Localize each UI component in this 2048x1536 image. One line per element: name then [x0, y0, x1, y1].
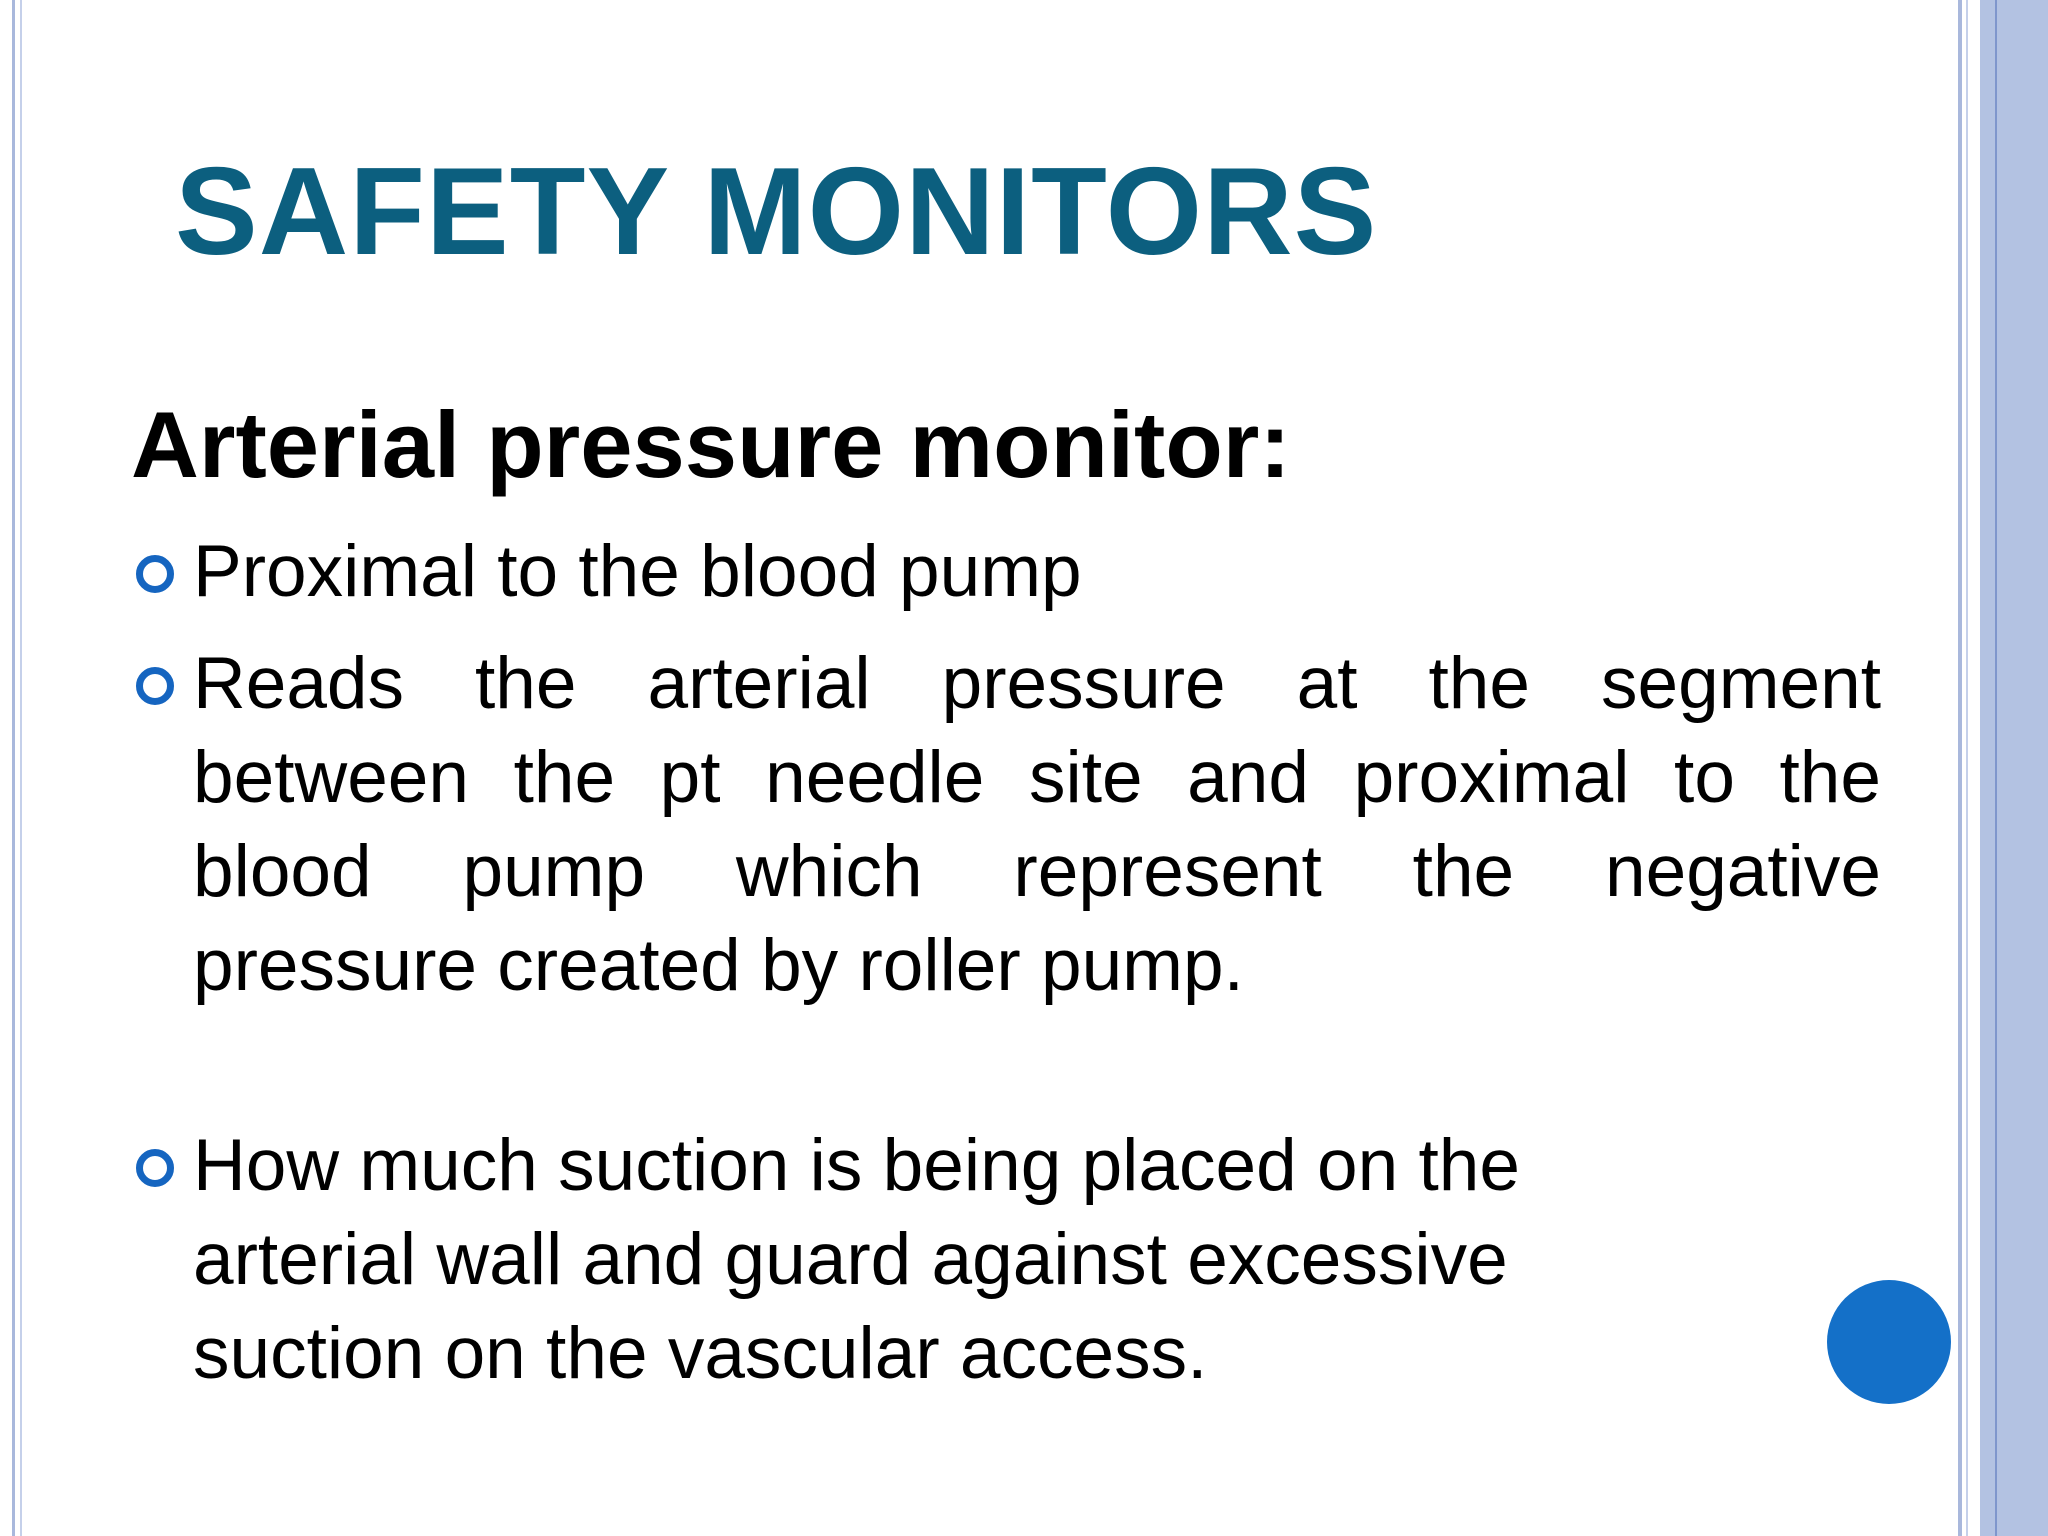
- right-border-line: [1958, 0, 1962, 1536]
- bullet-line: between the pt needle site and proximal to the: [193, 737, 1881, 818]
- bullet-item: [131, 1119, 1881, 1401]
- bullet-line: arterial wall and guard against excessive: [193, 1219, 1508, 1300]
- right-decor-band: [1980, 0, 2048, 1536]
- slide-subtitle: Arterial pressure monitor:: [131, 392, 1291, 497]
- bullet-list: [131, 525, 1881, 1401]
- bullet-item: [131, 637, 1881, 1013]
- bullet-line: blood pump which represent the negative: [193, 831, 1881, 912]
- bullet-line: pressure created by roller pump.: [193, 925, 1244, 1006]
- bullet-line: How much suction is being placed on the: [193, 1125, 1520, 1206]
- bullet-line: suction on the vascular access.: [193, 1313, 1208, 1394]
- slide-title: SAFETY MONITORS: [175, 143, 1378, 281]
- hollow-circle-bullet-icon: [136, 1149, 174, 1187]
- bullet-item: [131, 525, 1881, 619]
- hollow-circle-bullet-icon: [136, 667, 174, 705]
- left-border-line-inner: [20, 0, 22, 1536]
- right-decor-band-line: [1995, 0, 1997, 1536]
- hollow-circle-bullet-icon: [136, 555, 174, 593]
- bullet-line: Reads the arterial pressure at the segment: [193, 643, 1881, 724]
- right-border-line-inner: [1966, 0, 1968, 1536]
- left-border-line: [12, 0, 15, 1536]
- filled-circle-decoration-icon: [1827, 1280, 1951, 1404]
- bullet-line: Proximal to the blood pump: [193, 531, 1082, 612]
